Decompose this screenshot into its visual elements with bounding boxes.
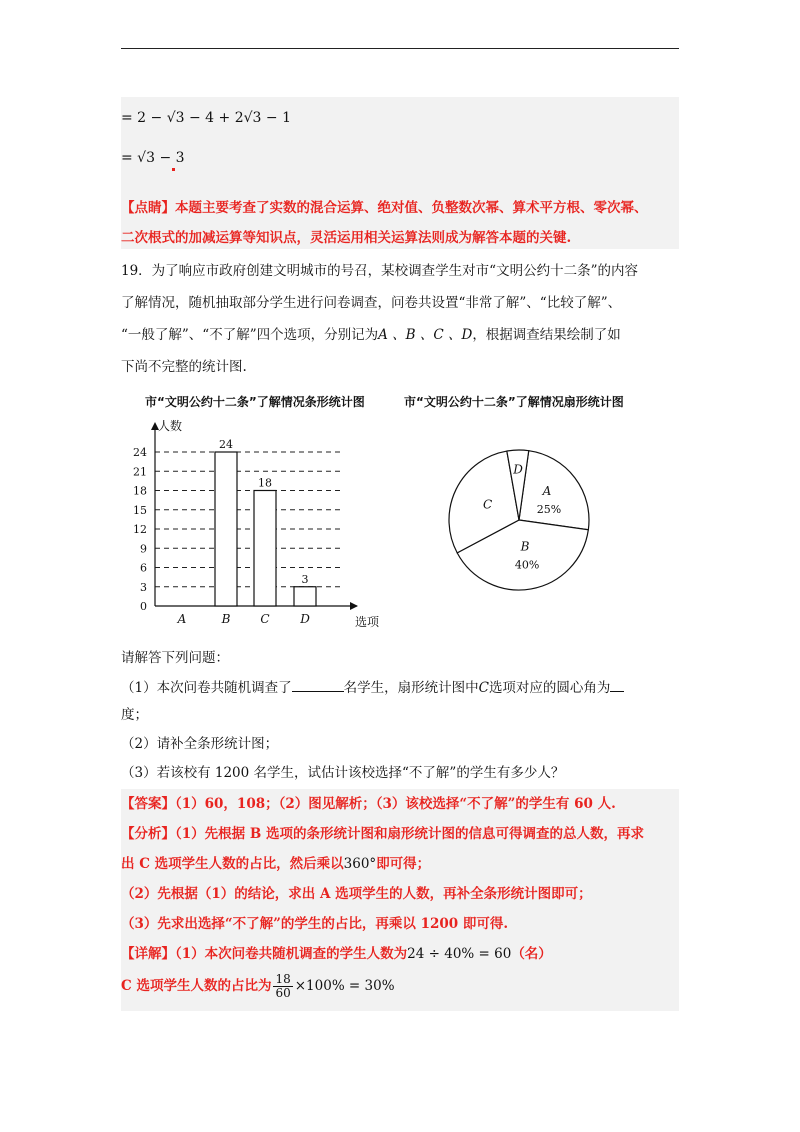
pie-slice-label: D [513, 462, 523, 477]
y-tick-label: 24 [133, 446, 147, 459]
detail-line-1: 【详解】（1）本次问卷共随机调查的学生人数为24 ÷ 40% = 60（名） [121, 946, 552, 962]
y-tick-label: 18 [133, 484, 147, 498]
comment-line-2: 二次根式的加减运算等知识点，灵活运用相关运算法则成为解答本题的关键. [121, 230, 572, 246]
analysis-line-2: 出 C 选项学生人数的占比，然后乘以360°即可得； [121, 856, 431, 872]
x-tick-label: A [177, 612, 187, 626]
sub-question-3: （3）若该校有 1200 名学生，试估计该校选择“不了解”的学生有多少人？ [121, 765, 565, 781]
x-axis-arrow [350, 602, 358, 610]
sub-question-2: （2）请补全条形统计图； [121, 736, 279, 752]
pie-slice-label: B [520, 539, 530, 554]
bar [254, 491, 276, 607]
bar-chart [125, 410, 380, 635]
y-tick-label: 0 [140, 600, 147, 613]
y-tick-label: 3 [140, 580, 147, 594]
sub-question-1-end: 度； [121, 707, 148, 723]
red-dot [172, 168, 175, 171]
question-line-3: “一般了解”、“不了解”四个选项，分别记为A 、B 、C 、D，根据调查结果绘制了如 [121, 327, 621, 343]
question-line-2: 了解情况，随机抽取部分学生进行问卷调查，问卷共设置“非常了解”、“比较了解”、 [121, 295, 622, 311]
header-rule [121, 48, 679, 49]
fraction: $\frac{18}{60}$ [275, 972, 291, 1000]
analysis-line-4: （3）先求出选择“不了解”的学生的占比，再乘以 1200 即可得. [121, 916, 509, 932]
pie-slice-percent: 40% [514, 558, 540, 572]
y-tick-label: 15 [133, 503, 147, 517]
y-axis-title: 人数 [158, 419, 183, 433]
answer-blank-2[interactable] [610, 677, 624, 692]
sub-question-1: （1）本次问卷共随机调查了 名学生，扇形统计图中C选项对应的圆心角为 [121, 677, 624, 698]
y-tick-label: 6 [140, 561, 147, 575]
bar-chart-title: 市“文明公约十二条”了解情况条形统计图 [145, 395, 365, 409]
comment-line-1: 【点睛】本题主要考查了实数的混合运算、绝对值、负整数次幂、算术平方根、零次幂、 [121, 200, 648, 216]
question-line-4: 下尚不完整的统计图. [121, 359, 247, 375]
pie-slice-percent: 25% [536, 502, 562, 516]
analysis-line-3: （2）先根据（1）的结论，求出 A 选项学生的人数，再补全条形统计图即可； [121, 886, 592, 902]
bar [215, 452, 237, 606]
answer-blank-1[interactable] [292, 677, 344, 692]
pie-slice [519, 451, 589, 530]
pie-chart-title: 市“文明公约十二条”了解情况扇形统计图 [404, 395, 624, 409]
analysis-line-1: 【分析】（1）先根据 B 选项的条形统计图和扇形统计图的信息可得调查的总人数，再求 [121, 826, 644, 842]
answer-line: 【答案】（1）60，108；（2）图见解析；（3）该校选择“不了解”的学生有 60 人. [121, 796, 616, 812]
question-line-1: 19．为了响应市政府创建文明城市的号召，某校调查学生对市“文明公约十二条”的内容 [121, 263, 638, 279]
x-axis-title: 选项 [355, 615, 380, 629]
bar [294, 587, 316, 606]
prompt: 请解答下列问题： [121, 650, 229, 666]
y-tick-label: 9 [140, 542, 147, 556]
pie-slice-label: C [482, 497, 493, 512]
detail-line-2: C 选项学生人数的占比为 $\frac{18}{60}$ ×100% = 30% [121, 972, 395, 1000]
pie-chart [440, 440, 600, 600]
x-tick-label: D [300, 612, 310, 626]
y-tick-label: 12 [133, 523, 147, 536]
pie-slice-label: A [542, 483, 552, 498]
bar-value-label: 18 [258, 476, 272, 490]
bar-value-label: 24 [219, 438, 233, 451]
x-tick-label: B [221, 612, 231, 626]
solution-line-2: = √3 − 3 [121, 150, 185, 166]
solution-line-1: = 2 − √3 − 4 + 2√3 − 1 [121, 110, 291, 126]
bar-value-label: 3 [301, 572, 309, 586]
y-tick-label: 21 [133, 465, 147, 479]
x-tick-label: C [260, 612, 270, 626]
